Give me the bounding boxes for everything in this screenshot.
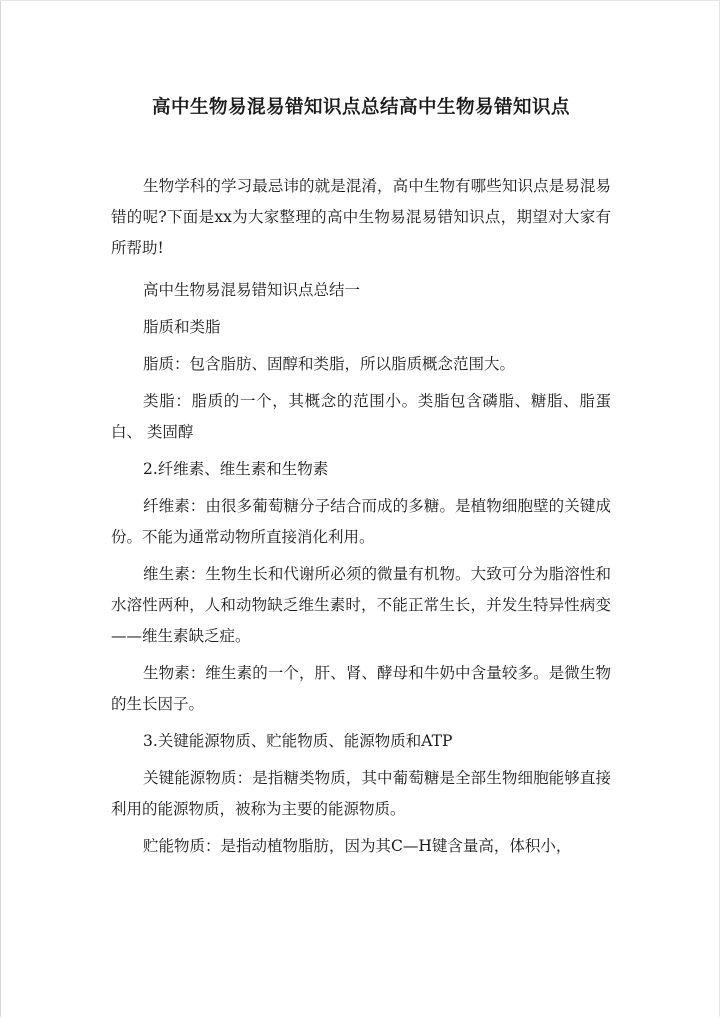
paragraph-subheading-energy: 3.关键能源物质、贮能物质、能源物质和ATP — [143, 732, 453, 750]
paragraph-lipoid-definition: 类脂：脂质的一个，其概念的范围小。类脂包含磷脂、糖脂、脂蛋白、 类固醇 — [111, 392, 611, 441]
paragraph-vitamin: 维生素：生物生长和代谢所必须的微量有机物。大致可分为脂溶性和水溶性两种，人和动物缺乏维生素时，不能正常生长，并发生特异性病变——维生素缺乏症。 — [111, 565, 611, 645]
document-body — [111, 171, 611, 868]
paragraph-lipid-definition: 脂质：包含脂肪、固醇和类脂，所以脂质概念范围大。 — [143, 355, 516, 373]
paragraph-biotin: 生物素：维生素的一个，肝、肾、酵母和牛奶中含量较多。是微生物的生长因子。 — [111, 664, 611, 713]
paragraph-subheading-cellulose: 2.纤维素、维生素和生物素 — [143, 460, 329, 478]
document-title: 高中生物易混易错知识点总结高中生物易错知识点 — [151, 97, 570, 118]
paragraph-main-energy: 关键能源物质：是指糖类物质，其中葡萄糖是全部生物细胞能够直接利用的能源物质，被称为主要的能源物质。 — [111, 769, 611, 818]
paragraph-section-heading: 高中生物易混易错知识点总结一 — [143, 281, 361, 299]
paragraph-storage-energy: 贮能物质：是指动植物脂肪，因为其C—H键含量高，体积小， — [143, 837, 572, 855]
paragraph-intro: 生物学科的学习最忌讳的就是混淆，高中生物有哪些知识点是易混易错的呢?下面是xx为大家整理的高中生物易混易错知识点，期望对大家有所帮助! — [111, 177, 611, 257]
paragraph-subheading-lipids: 脂质和类脂 — [143, 318, 221, 336]
paragraph-cellulose: 纤维素：由很多葡萄糖分子结合而成的多糖。是植物细胞壁的关键成份。不能为通常动物所直接消化利用。 — [111, 497, 611, 546]
